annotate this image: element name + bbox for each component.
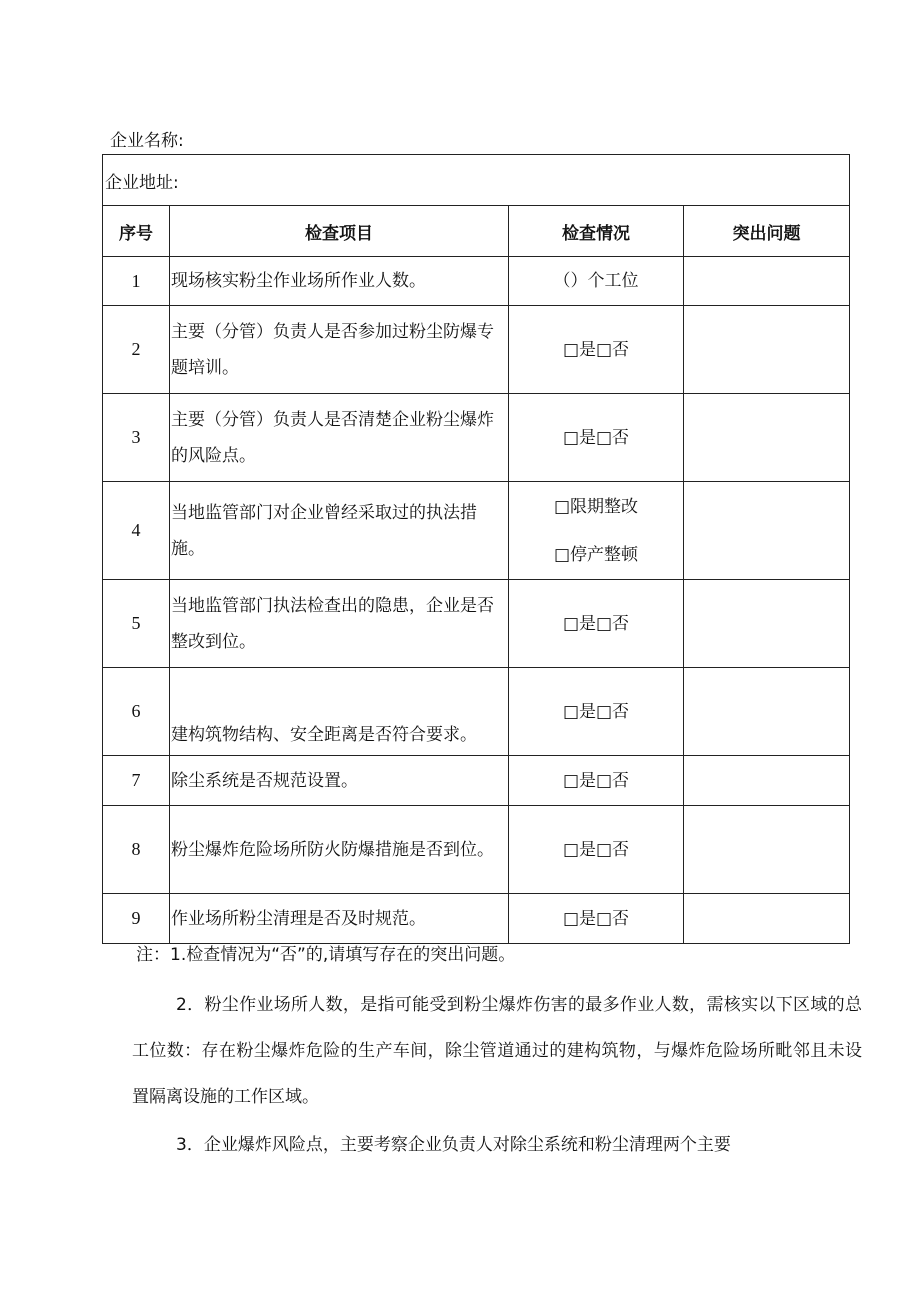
table-row (103, 257, 850, 306)
check-item: 建构筑物结构、安全距离是否符合要求。 (170, 668, 509, 756)
address-row (103, 155, 850, 206)
issue-cell[interactable] (684, 257, 850, 306)
header-item: 检查项目 (170, 206, 509, 257)
status-option: □是□否 (562, 770, 630, 791)
check-item: 当地监管部门执法检查出的隐患，企业是否整改到位。 (170, 580, 509, 668)
check-status[interactable] (509, 894, 684, 944)
row-number: 7 (103, 756, 170, 806)
check-status[interactable] (509, 482, 684, 580)
row-number: 8 (103, 806, 170, 894)
table-row (103, 580, 850, 668)
check-item: 当地监管部门对企业曾经采取过的执法措施。 (170, 482, 509, 580)
status-option: （）个工位 (553, 271, 639, 291)
status-option: □是□否 (562, 427, 630, 448)
row-number: 3 (103, 394, 170, 482)
issue-cell[interactable] (684, 482, 850, 580)
status-option: □是□否 (562, 908, 630, 929)
issue-cell[interactable] (684, 394, 850, 482)
header-row (103, 206, 850, 257)
note-3: 3．企业爆炸风险点，主要考察企业负责人对除尘系统和粉尘清理两个主要 (176, 1135, 731, 1155)
table-row (103, 894, 850, 944)
issue-cell[interactable] (684, 306, 850, 394)
issue-cell[interactable] (684, 668, 850, 756)
check-status[interactable] (509, 257, 684, 306)
check-status[interactable] (509, 306, 684, 394)
check-status[interactable] (509, 756, 684, 806)
status-option: □是□否 (562, 339, 630, 360)
row-number: 4 (103, 482, 170, 580)
header-status: 检查情况 (509, 206, 684, 257)
company-name-label: 企业名称: (110, 131, 184, 151)
company-address-label: 企业地址: (103, 155, 850, 206)
check-item: 现场核实粉尘作业场所作业人数。 (170, 257, 509, 306)
issue-cell[interactable] (684, 756, 850, 806)
status-option: □是□否 (562, 701, 630, 722)
row-number: 6 (103, 668, 170, 756)
inspection-table (102, 154, 850, 944)
table-row (103, 668, 850, 756)
table-row (103, 806, 850, 894)
check-item: 主要（分管）负责人是否清楚企业粉尘爆炸的风险点。 (170, 394, 509, 482)
check-item: 主要（分管）负责人是否参加过粉尘防爆专题培训。 (170, 306, 509, 394)
header-issue: 突出问题 (684, 206, 850, 257)
issue-cell[interactable] (684, 806, 850, 894)
table-row (103, 756, 850, 806)
check-status[interactable] (509, 580, 684, 668)
check-status[interactable] (509, 668, 684, 756)
status-option: □是□否 (562, 613, 630, 634)
status-option: □是□否 (562, 839, 630, 860)
row-number: 1 (103, 257, 170, 306)
row-number: 2 (103, 306, 170, 394)
issue-cell[interactable] (684, 894, 850, 944)
check-item: 除尘系统是否规范设置。 (170, 756, 509, 806)
table-row (103, 394, 850, 482)
header-seq: 序号 (103, 206, 170, 257)
row-number: 9 (103, 894, 170, 944)
check-item: 粉尘爆炸危险场所防火防爆措施是否到位。 (170, 806, 509, 894)
table-row (103, 306, 850, 394)
table-row (103, 482, 850, 580)
check-status[interactable] (509, 806, 684, 894)
note-1: 注：1.检查情况为“否”的,请填写存在的突出问题。 (136, 945, 516, 965)
issue-cell[interactable] (684, 580, 850, 668)
row-number: 5 (103, 580, 170, 668)
check-status[interactable] (509, 394, 684, 482)
status-option: □限期整改 (553, 496, 639, 517)
note-2: 2．粉尘作业场所人数，是指可能受到粉尘爆炸伤害的最多作业人数，需核实以下区域的总工位数：存在粉尘爆炸危险的生产车间，除尘管道通过的建构筑物，与爆炸危险场所毗邻且未设置隔离设施的工作区域。 (132, 995, 862, 1107)
status-option: □停产整顿 (553, 544, 639, 565)
check-item: 作业场所粉尘清理是否及时规范。 (170, 894, 509, 944)
